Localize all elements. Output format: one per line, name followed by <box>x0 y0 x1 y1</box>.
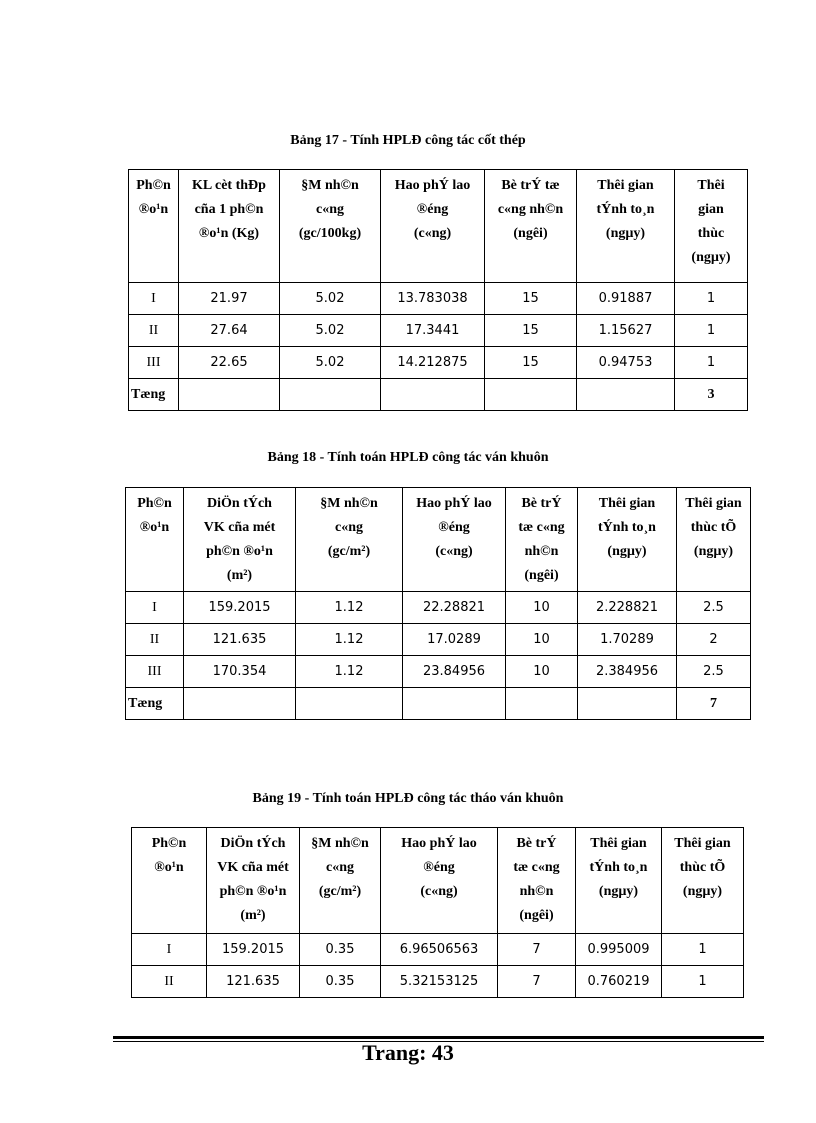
table-19-caption: Bảng 19 - Tính toán HPLĐ công tác tháo ván khuôn <box>252 791 564 806</box>
table-cell: 7 <box>498 966 576 998</box>
table-cell: 170.354 <box>184 656 296 688</box>
header-cell: Thêi gian thùc tÕ (ngµy) <box>677 488 751 592</box>
table-cell: 0.91887 <box>577 283 675 315</box>
table-cell: II <box>129 315 179 347</box>
table-cell <box>296 688 403 720</box>
header-cell: Ph©n ®o¹n <box>132 828 207 934</box>
table-cell: 27.64 <box>179 315 280 347</box>
total-value: 7 <box>677 688 751 720</box>
table-header-row <box>126 488 751 592</box>
header-cell: KL cèt thÐp cña 1 ph©n ®o¹n (Kg) <box>179 170 280 283</box>
table-cell: 2.5 <box>677 592 751 624</box>
table-cell: 121.635 <box>207 966 300 998</box>
header-cell: DiÖn tÝch VK cña mét ph©n ®o¹n (m²) <box>207 828 300 934</box>
table-cell: 15 <box>485 315 577 347</box>
table-cell: 10 <box>506 656 578 688</box>
table-row <box>129 283 748 315</box>
table-cell: 10 <box>506 624 578 656</box>
table-cell: I <box>132 934 207 966</box>
table-cell: I <box>129 283 179 315</box>
table-cell: 2.228821 <box>578 592 677 624</box>
table-cell: 5.02 <box>280 283 381 315</box>
table-cell: 0.995009 <box>576 934 662 966</box>
table-row <box>132 934 744 966</box>
table-cell: 5.02 <box>280 315 381 347</box>
header-cell: Thêi gian thùc tÕ (ngµy) <box>662 828 744 934</box>
table-row <box>126 656 751 688</box>
table-cell: 17.3441 <box>381 315 485 347</box>
table-cell <box>403 688 506 720</box>
table-cell: 2 <box>677 624 751 656</box>
table-cell: 22.65 <box>179 347 280 379</box>
total-label: Tæng <box>126 688 184 720</box>
table-cell: 1 <box>662 934 744 966</box>
table-cell: 15 <box>485 283 577 315</box>
table-cell: 1 <box>675 315 748 347</box>
table-row <box>129 315 748 347</box>
table-cell: 7 <box>498 934 576 966</box>
table-cell: 5.02 <box>280 347 381 379</box>
table-header-row <box>132 828 744 934</box>
header-cell: Hao phÝ lao ®éng (c«ng) <box>403 488 506 592</box>
table-cell: 159.2015 <box>184 592 296 624</box>
table-cell: 0.94753 <box>577 347 675 379</box>
total-value: 3 <box>675 379 748 411</box>
header-cell: Bè trÝ tæ c«ng nh©n (ngêi) <box>506 488 578 592</box>
header-cell: Thêi gian tÝnh to¸n (ngµy) <box>576 828 662 934</box>
table-cell: 6.96506563 <box>381 934 498 966</box>
table-18-caption: Bảng 18 - Tính toán HPLĐ công tác ván khuôn <box>267 450 549 465</box>
table-cell: 15 <box>485 347 577 379</box>
table-cell: 0.35 <box>300 934 381 966</box>
table-cell: 159.2015 <box>207 934 300 966</box>
table-19 <box>131 827 744 998</box>
table-row <box>126 624 751 656</box>
header-cell: Bè trÝ tæ c«ng nh©n (ngêi) <box>485 170 577 283</box>
table-cell: 1 <box>662 966 744 998</box>
header-cell: Ph©n ®o¹n <box>126 488 184 592</box>
page-number: Trang: 43 <box>362 1040 454 1065</box>
header-cell: Ph©n ®o¹n <box>129 170 179 283</box>
table-cell <box>485 379 577 411</box>
table-cell: 21.97 <box>179 283 280 315</box>
table-header-row <box>129 170 748 283</box>
header-cell: §M nh©n c«ng (gc/m²) <box>300 828 381 934</box>
table-cell: III <box>126 656 184 688</box>
header-cell: §M nh©n c«ng (gc/m²) <box>296 488 403 592</box>
table-cell: 2.384956 <box>578 656 677 688</box>
table-cell: 22.28821 <box>403 592 506 624</box>
table-cell: II <box>126 624 184 656</box>
header-cell: DiÖn tÝch VK cña mét ph©n ®o¹n (m²) <box>184 488 296 592</box>
table-cell: 1.12 <box>296 592 403 624</box>
table-cell: 1.12 <box>296 624 403 656</box>
table-17-caption: Bảng 17 - Tính HPLĐ công tác cốt thép <box>290 133 526 148</box>
table-cell: 13.783038 <box>381 283 485 315</box>
table-cell <box>280 379 381 411</box>
table-cell: II <box>132 966 207 998</box>
header-cell: Thêi gian tÝnh to¸n (ngµy) <box>577 170 675 283</box>
table-cell: 1.70289 <box>578 624 677 656</box>
total-label: Tæng <box>129 379 179 411</box>
table-cell <box>381 379 485 411</box>
table-total-row <box>126 688 751 720</box>
table-row <box>129 347 748 379</box>
table-18 <box>125 487 751 720</box>
table-total-row <box>129 379 748 411</box>
table-cell: 1.15627 <box>577 315 675 347</box>
table-cell: I <box>126 592 184 624</box>
table-cell: 121.635 <box>184 624 296 656</box>
header-cell: Thêi gian thùc (ngµy) <box>675 170 748 283</box>
table-cell: III <box>129 347 179 379</box>
table-cell: 14.212875 <box>381 347 485 379</box>
table-cell: 0.760219 <box>576 966 662 998</box>
header-cell: Bè trÝ tæ c«ng nh©n (ngêi) <box>498 828 576 934</box>
table-cell: 5.32153125 <box>381 966 498 998</box>
table-cell <box>179 379 280 411</box>
header-cell: Hao phÝ lao ®éng (c«ng) <box>381 828 498 934</box>
table-cell <box>577 379 675 411</box>
table-cell: 17.0289 <box>403 624 506 656</box>
table-row <box>126 592 751 624</box>
table-17 <box>128 169 748 411</box>
table-cell: 23.84956 <box>403 656 506 688</box>
table-cell <box>184 688 296 720</box>
table-cell: 10 <box>506 592 578 624</box>
footer-rule-thick <box>113 1036 764 1039</box>
table-cell: 1.12 <box>296 656 403 688</box>
header-cell: Thêi gian tÝnh to¸n (ngµy) <box>578 488 677 592</box>
header-cell: §M nh©n c«ng (gc/100kg) <box>280 170 381 283</box>
table-cell <box>506 688 578 720</box>
header-cell: Hao phÝ lao ®éng (c«ng) <box>381 170 485 283</box>
table-cell: 1 <box>675 283 748 315</box>
table-cell: 0.35 <box>300 966 381 998</box>
table-cell <box>578 688 677 720</box>
table-row <box>132 966 744 998</box>
table-cell: 1 <box>675 347 748 379</box>
table-cell: 2.5 <box>677 656 751 688</box>
